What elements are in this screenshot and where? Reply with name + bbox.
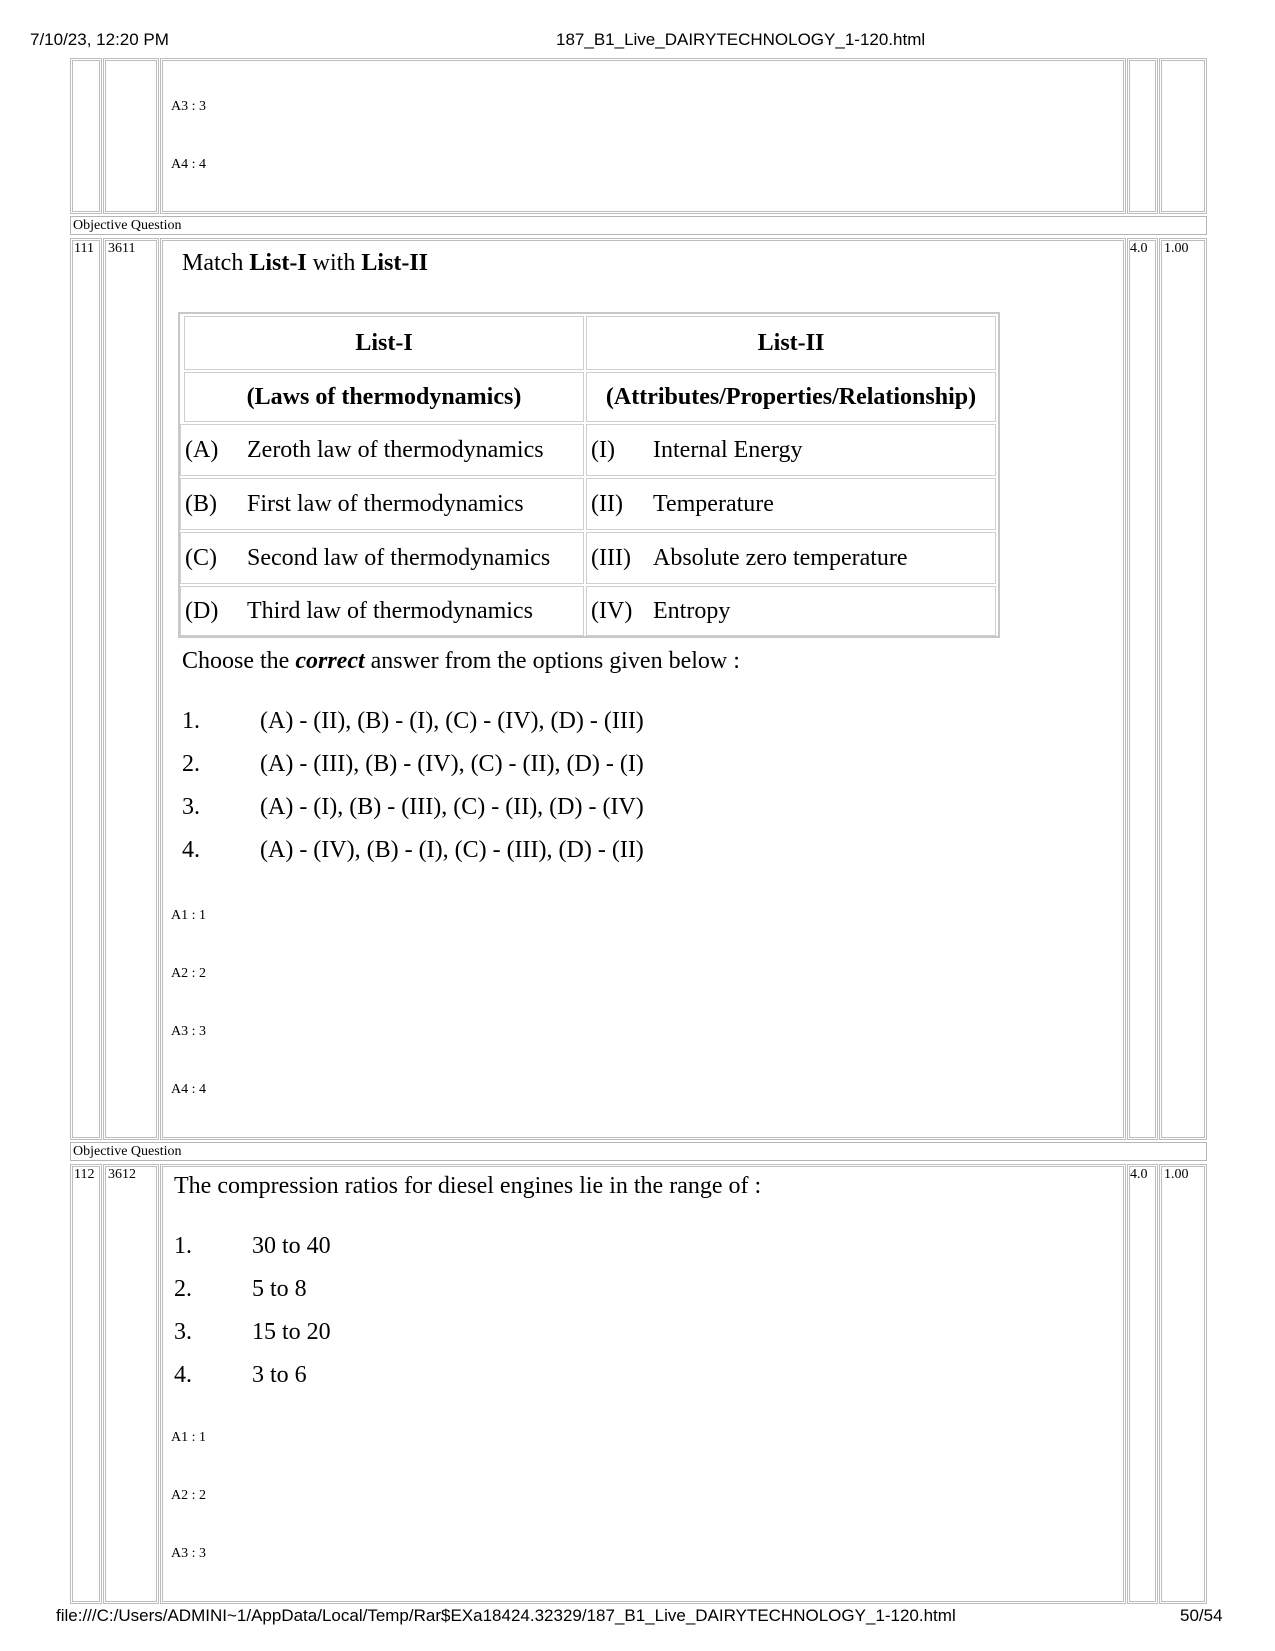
q112-option-number: 2.	[174, 1276, 192, 1302]
q111-option-text: (A) - (II), (B) - (I), (C) - (IV), (D) - (III)	[260, 708, 644, 734]
prev-answer-4: A4 : 4	[171, 157, 206, 172]
q112-option-number: 1.	[174, 1233, 192, 1259]
q111-option-text: (A) - (I), (B) - (III), (C) - (II), (D) - (IV)	[260, 794, 644, 820]
q111-answer-3: A3 : 3	[171, 1024, 206, 1039]
list1-row-d: (D) Third law of thermodynamics	[180, 586, 584, 636]
q111-sno: 111	[74, 241, 94, 256]
match-table	[178, 312, 1000, 638]
q111-section-label: Objective Question	[73, 218, 182, 233]
list2-row-i: (I) Internal Energy	[586, 424, 996, 476]
list1-row-a: (A) Zeroth law of thermodynamics	[180, 424, 584, 476]
q111-option-text: (A) - (IV), (B) - (I), (C) - (III), (D) - (II)	[260, 837, 644, 863]
list1-header: List-I	[184, 316, 584, 370]
q111-section-row	[70, 216, 1207, 235]
q111-marks-cell	[1127, 238, 1158, 1140]
q111-option-number: 1.	[182, 708, 200, 734]
q112-qid: 3612	[108, 1167, 136, 1182]
q111-qid-cell	[103, 238, 159, 1140]
q112-section-row	[70, 1142, 1207, 1161]
print-doc-title: 187_B1_Live_DAIRYTECHNOLOGY_1-120.html	[556, 30, 926, 49]
prev-answer-3: A3 : 3	[171, 99, 206, 114]
list2-subheader: (Attributes/Properties/Relationship)	[586, 372, 996, 422]
q112-sno: 112	[74, 1167, 95, 1182]
list1-row-c: (C) Second law of thermodynamics	[180, 532, 584, 584]
list2-row-iv: (IV) Entropy	[586, 586, 996, 636]
q111-option-number: 4.	[182, 837, 200, 863]
list1-row-b: (B) First law of thermodynamics	[180, 478, 584, 530]
q111-sno-cell	[70, 238, 102, 1140]
list2-row-iii: (III) Absolute zero temperature	[586, 532, 996, 584]
list1-subheader: (Laws of thermodynamics)	[184, 372, 584, 422]
q112-marks-cell	[1127, 1164, 1158, 1604]
q112-prompt: The compression ratios for diesel engines lie in the range of :	[174, 1173, 762, 1199]
q112-section-label: Objective Question	[73, 1144, 182, 1159]
print-page-number: 50/54	[1180, 1606, 1223, 1625]
q111-instruction: Choose the correct answer from the options given below :	[182, 648, 740, 674]
q112-option-number: 3.	[174, 1319, 192, 1345]
q112-sno-cell	[70, 1164, 102, 1604]
q112-option-number: 4.	[174, 1362, 192, 1388]
print-file-path: file:///C:/Users/ADMINI~1/AppData/Local/Temp/Rar$EXa18424.32329/187_B1_Live_DAIRYTECHNOLOGY_1-120.html	[56, 1606, 956, 1625]
list2-row-ii: (II) Temperature	[586, 478, 996, 530]
q112-answer-2: A2 : 2	[171, 1488, 206, 1503]
print-datetime: 7/10/23, 12:20 PM	[30, 30, 169, 49]
q111-answer-4: A4 : 4	[171, 1082, 206, 1097]
q112-option-text: 15 to 20	[252, 1319, 331, 1345]
prev-sno-cell	[70, 58, 102, 214]
q112-answer-1: A1 : 1	[171, 1430, 206, 1445]
q111-marks: 4.0	[1130, 241, 1148, 256]
q111-negative-cell	[1159, 238, 1207, 1140]
q112-answer-3: A3 : 3	[171, 1546, 206, 1561]
prev-qid-cell	[103, 58, 159, 214]
q111-option-text: (A) - (III), (B) - (IV), (C) - (II), (D) - (I)	[260, 751, 644, 777]
q112-qid-cell	[103, 1164, 159, 1604]
q111-option-number: 3.	[182, 794, 200, 820]
prev-marks-cell	[1127, 58, 1158, 214]
q111-negative: 1.00	[1164, 241, 1189, 256]
prev-question-cell	[160, 58, 1126, 214]
q111-qid: 3611	[108, 241, 136, 256]
q112-marks: 4.0	[1130, 1167, 1148, 1182]
q112-option-text: 5 to 8	[252, 1276, 307, 1302]
q111-option-number: 2.	[182, 751, 200, 777]
q111-answer-1: A1 : 1	[171, 908, 206, 923]
q111-answer-2: A2 : 2	[171, 966, 206, 981]
list2-header: List-II	[586, 316, 996, 370]
q112-option-text: 30 to 40	[252, 1233, 331, 1259]
prev-neg-cell	[1159, 58, 1207, 214]
q112-negative: 1.00	[1164, 1167, 1189, 1182]
q112-option-text: 3 to 6	[252, 1362, 307, 1388]
q112-negative-cell	[1159, 1164, 1207, 1604]
q111-prompt: Match List-I with List-II	[182, 250, 429, 276]
